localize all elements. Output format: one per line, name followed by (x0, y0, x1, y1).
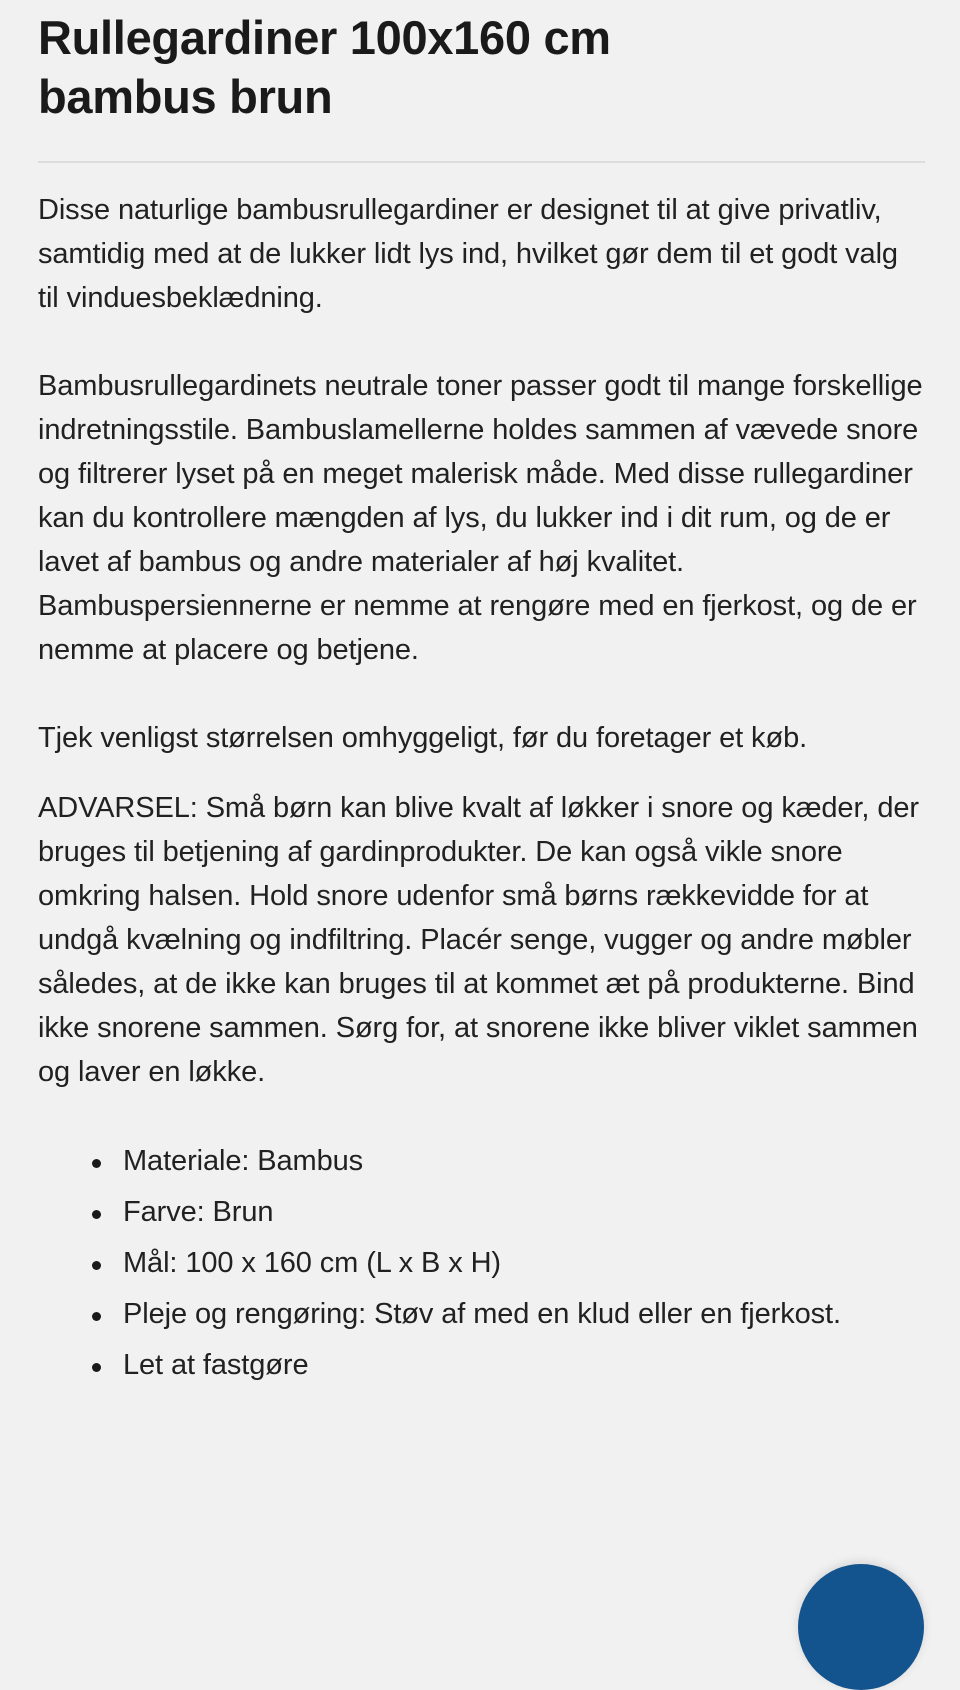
list-item: Mål: 100 x 160 cm (L x B x H) (38, 1240, 924, 1287)
description-paragraph-3: Tjek venligst størrelsen omhyggeligt, før du foretager et køb. (38, 722, 808, 754)
description-body (38, 188, 924, 1389)
list-item: Let at fastgøre (38, 1342, 924, 1389)
description-paragraph-2: Bambusrullegardinets neutrale toner passer godt til mange forskellige indretningsstile. Bambuslamellerne holdes sammen af vævede snore og filtrerer lyset på en meget malerisk måde. Med disse rullegardiner kan du kontrollere mængden af lys, du lukker ind i dit rum, og de er lavet af bambus og andre materialer af høj kvalitet. Bambuspersiennerne er nemme at rengøre med en fjerkost, og de er nemme at placere og betjene. (38, 370, 923, 666)
title-divider (38, 161, 925, 163)
floating-action-button[interactable] (798, 1564, 924, 1690)
list-item: Pleje og rengøring: Støv af med en klud eller en fjerkost. (38, 1291, 924, 1338)
warning-paragraph: ADVARSEL: Små børn kan blive kvalt af løkker i snore og kæder, der bruges til betjening af gardinprodukter. De kan også vikle snore omkring halsen. Hold snore udenfor små børns rækkevidde for at undgå kvælning og indfiltring. Placér senge, vugger og andre møbler således, at de ikke kan bruges til at kommet æt på produkterne. Bind ikke snorene sammen. Sørg for, at snorene ikke bliver viklet sammen og laver en løkke. (38, 792, 919, 1088)
list-item: Materiale: Bambus (38, 1138, 924, 1185)
description-paragraph-1: Disse naturlige bambusrullegardiner er designet til at give privatliv, samtidig med at de lukker lidt lys ind, hvilket gør dem til et godt valg til vinduesbeklædning. (38, 194, 898, 314)
list-item: Farve: Brun (38, 1189, 924, 1236)
page-title: Rullegardiner 100x160 cm bambus brun (38, 11, 611, 123)
specification-list (38, 1138, 924, 1389)
